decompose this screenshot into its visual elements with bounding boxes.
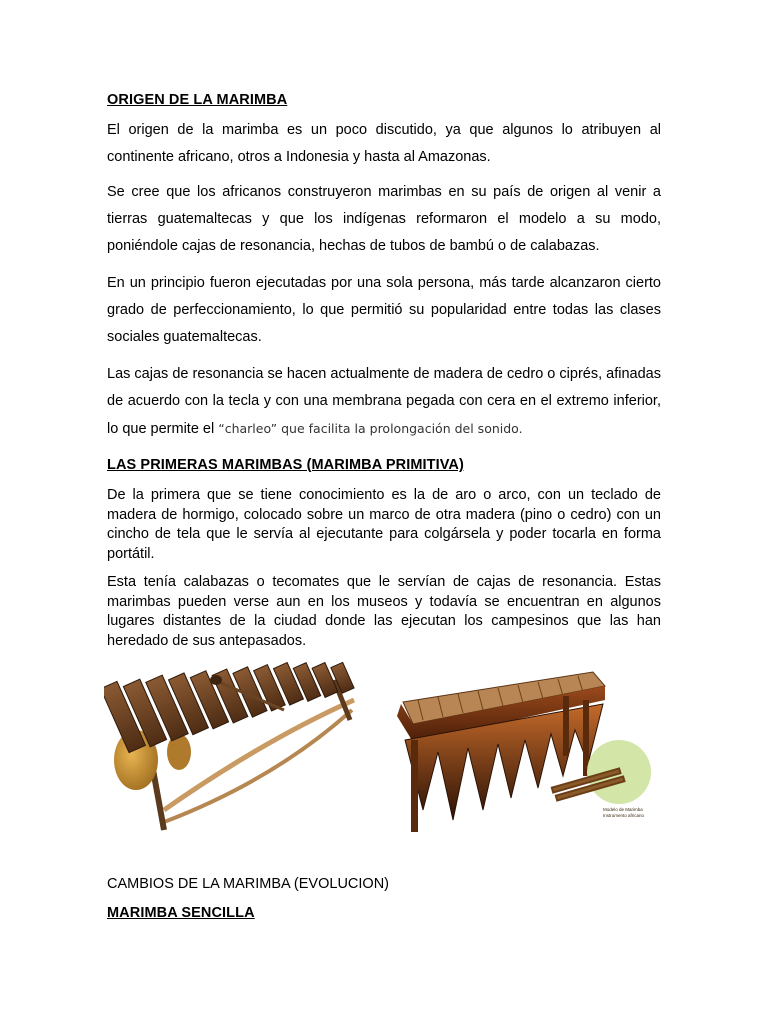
origin-paragraph-2: Se cree que los africanos construyeron marimbas en su país de origen al venir a tierras guatemaltecas y que los indígenas reformaron el modelo a su modo, poniéndole cajas de resonancia, hechas de tubos de bambú o de calabazas. [107,184,661,254]
modern-marimba-illustration [383,660,659,838]
inset-label-line1: Modelo de Marimba [603,807,643,812]
origin-paragraph-3: En un principio fueron ejecutadas por una sola persona, más tarde alcanzaron cierto grado de perfeccionamiento, lo que permitió su popularidad entre todas las clases sociales guatemaltecas. [107,275,661,345]
origin-paragraph-4-main: Las cajas de resonancia se hacen actualmente de madera de cedro o ciprés, afinadas de acuerdo con la tecla y con una membrana pegada con cera en el extremo inferior, lo que permite el [107,366,661,437]
inset-label-line2: Instrumento africano [603,813,645,818]
primitive-paragraph-1: De la primera que se tiene conocimiento es la de aro o arco, con un teclado de madera de hormigo, colocado sobre un marco de otra madera (pino o cedro) con un cincho de tela que le servía al ejecutante para colgársela y poder tocarla en forma portátil. [107,487,661,562]
section-title-changes: CAMBIOS DE LA MARIMBA (EVOLUCION) [107,876,389,892]
primitive-paragraph-2: Esta tenía calabazas o tecomates que le servían de cajas de resonancia. Estas marimbas pueden verse aun en los museos y todavía se encuentran en algunos lugares distantes de la ciudad donde las ejecutan los campesinos que las han heredado de sus antepasados. [107,574,661,649]
origin-paragraph-1: El origen de la marimba es un poco discutido, ya que algunos lo atribuyen al continente africano, otros a Indonesia y hasta al Amazonas. [107,122,661,165]
origin-paragraph-4-tail: “charleo” que facilita la prolongación del sonido. [218,421,523,436]
origin-paragraph-4 [107,361,661,443]
section-title-origin: ORIGEN DE LA MARIMBA [107,92,288,108]
section-title-primitive: LAS PRIMERAS MARIMBAS (MARIMBA PRIMITIVA) [107,457,464,473]
section-title-simple: MARIMBA SENCILLA [107,905,255,921]
primitive-marimba-illustration [104,660,366,838]
